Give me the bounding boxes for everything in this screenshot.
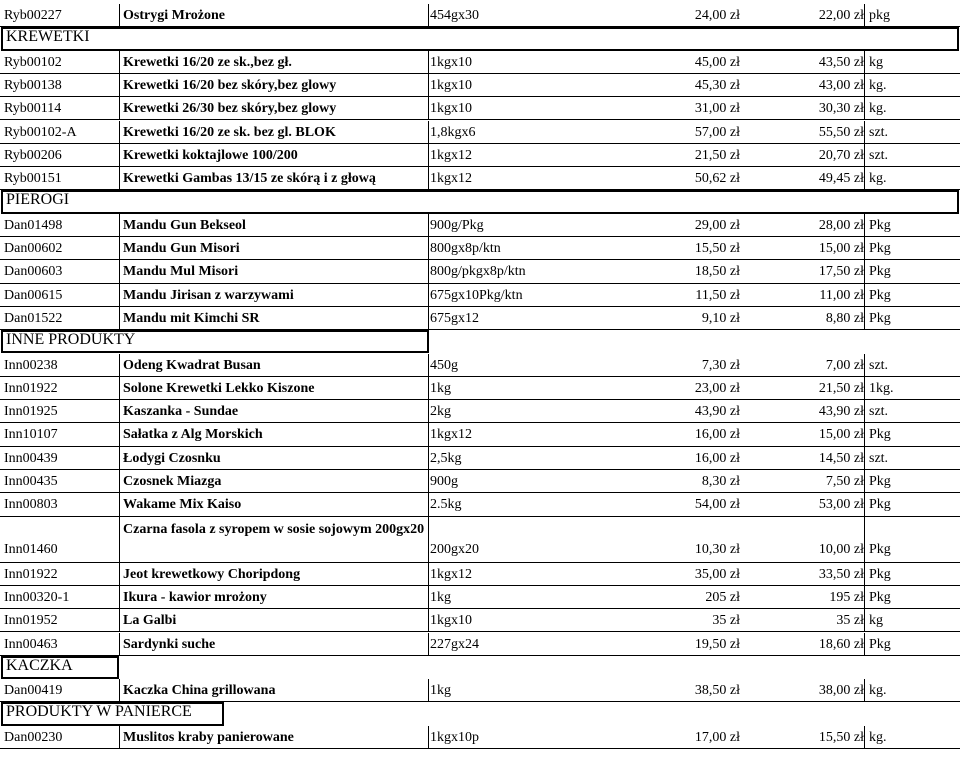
price-discount: 21,50 zł (818, 380, 864, 396)
column-divider (428, 609, 429, 632)
column-divider (428, 4, 429, 27)
price-net: 24,00 zł (694, 8, 740, 23)
table-row (0, 493, 960, 516)
product-code: Inn10107 (4, 427, 58, 443)
unit: kg (869, 613, 883, 629)
column-divider (864, 517, 865, 563)
table-row (0, 377, 960, 400)
column-divider (119, 609, 120, 632)
table-row (0, 447, 960, 470)
price-discount: 53,00 zł (818, 497, 864, 513)
product-code: Dan00419 (4, 683, 63, 699)
column-divider (864, 74, 865, 97)
package-size: 1kg (430, 683, 451, 699)
unit: Pkg (869, 589, 891, 605)
column-divider (119, 214, 120, 237)
price-discount: 30,30 zł (818, 101, 864, 117)
table-row (0, 97, 960, 120)
table-row (0, 4, 960, 27)
price-discount: 15,00 zł (818, 427, 864, 443)
column-divider (428, 400, 429, 423)
price-net: 54,00 zł (694, 497, 740, 513)
table-row (0, 400, 960, 423)
product-code: Inn00238 (4, 357, 58, 373)
column-divider (864, 470, 865, 493)
price-net: 18,50 zł (694, 264, 740, 280)
product-name: Mandu Gun Misori (123, 241, 240, 256)
price-net: 35 zł (712, 613, 740, 629)
section-header (0, 656, 960, 679)
table-row (0, 144, 960, 167)
column-divider (428, 493, 429, 516)
price-discount: 35 zł (836, 613, 864, 629)
column-divider (864, 144, 865, 167)
column-divider (119, 377, 120, 400)
price-net: 23,00 zł (694, 380, 740, 396)
product-name: Krewetki 16/20 bez skóry,bez glowy (123, 77, 337, 93)
unit: szt. (869, 450, 889, 466)
price-discount: 17,50 zł (818, 264, 864, 280)
table-row (0, 121, 960, 144)
table-row (0, 633, 960, 656)
product-name: Kaszanka - Sundae (123, 404, 239, 420)
product-code: Inn00320-1 (4, 589, 70, 605)
price-net: 50,62 zł (694, 171, 740, 187)
product-name: Łodygi Czosnku (123, 450, 221, 466)
table-row (0, 423, 960, 446)
price-discount: 28,00 zł (818, 217, 864, 233)
product-code: Dan00230 (4, 729, 63, 745)
price-net: 7,30 zł (701, 357, 740, 373)
package-size: 1kg (430, 380, 451, 396)
unit: Pkg (869, 474, 891, 489)
package-size: 900g (430, 474, 458, 489)
table-row (0, 51, 960, 74)
package-size: 454gx30 (430, 8, 479, 23)
column-divider (119, 423, 120, 446)
section-header (0, 330, 960, 353)
section-title: INNE PRODUKTY (6, 331, 136, 349)
unit: Pkg (869, 310, 891, 326)
unit: kg. (869, 101, 887, 117)
product-name: Krewetki Gambas 13/15 ze skórą i z głową (123, 171, 376, 187)
column-divider (864, 726, 865, 749)
package-size: 800g/pkgx8p/ktn (430, 264, 526, 280)
price-net: 16,00 zł (694, 427, 740, 443)
column-divider (428, 354, 429, 377)
column-divider (428, 260, 429, 283)
unit: Pkg (869, 636, 891, 652)
product-code: Inn01925 (4, 404, 58, 420)
price-discount: 49,45 zł (818, 171, 864, 187)
product-code: Inn01922 (4, 380, 58, 396)
column-divider (119, 260, 120, 283)
price-net: 38,50 zł (694, 683, 740, 699)
product-name: Krewetki 16/20 ze sk.,bez gł. (123, 54, 292, 70)
price-discount: 7,50 zł (825, 474, 864, 489)
product-code: Ryb00102-A (4, 124, 77, 140)
section-title: KACZKA (6, 656, 73, 674)
product-code: Inn00439 (4, 450, 58, 466)
section-header (0, 27, 960, 50)
product-code: Dan01522 (4, 310, 63, 326)
column-divider (119, 354, 120, 377)
package-size: 450g (430, 357, 458, 373)
product-code: Ryb00227 (4, 8, 62, 23)
unit: kg. (869, 683, 887, 699)
price-discount: 22,00 zł (818, 8, 864, 23)
column-divider (428, 214, 429, 237)
column-divider (864, 377, 865, 400)
column-divider (428, 517, 429, 563)
price-discount: 18,60 zł (818, 636, 864, 652)
unit: Pkg (869, 541, 891, 557)
product-code: Dan00602 (4, 241, 63, 256)
price-net: 17,00 zł (694, 729, 740, 745)
product-code: Inn01922 (4, 566, 58, 582)
column-divider (428, 586, 429, 609)
product-name: Ostrygi Mrożone (123, 8, 225, 23)
unit: kg (869, 54, 883, 70)
column-divider (119, 167, 120, 190)
table-row (0, 726, 960, 749)
unit: pkg (869, 8, 890, 23)
package-size: 227gx24 (430, 636, 479, 652)
column-divider (119, 74, 120, 97)
unit: 1kg. (869, 380, 894, 396)
column-divider (119, 97, 120, 120)
unit: Pkg (869, 497, 891, 513)
price-discount: 15,50 zł (818, 729, 864, 745)
table-row (0, 214, 960, 237)
column-divider (119, 679, 120, 702)
product-name: La Galbi (123, 613, 177, 629)
product-name: Solone Krewetki Lekko Kiszone (123, 380, 315, 396)
column-divider (119, 447, 120, 470)
price-net: 9,10 zł (701, 310, 740, 326)
product-code: Inn00435 (4, 474, 58, 489)
section-header (0, 702, 960, 725)
price-discount: 43,00 zł (818, 77, 864, 93)
table-row (0, 517, 960, 563)
column-divider (864, 97, 865, 120)
unit: kg. (869, 77, 887, 93)
product-code: Inn00463 (4, 636, 58, 652)
column-divider (119, 237, 120, 260)
column-divider (864, 354, 865, 377)
column-divider (428, 679, 429, 702)
price-discount: 7,00 zł (825, 357, 864, 373)
package-size: 1kg (430, 589, 451, 605)
column-divider (119, 633, 120, 656)
column-divider (864, 307, 865, 330)
product-name: Muslitos kraby panierowane (123, 729, 294, 745)
package-size: 1kgx12 (430, 566, 472, 582)
price-net: 29,00 zł (694, 217, 740, 233)
package-size: 2,5kg (430, 450, 462, 466)
column-divider (119, 144, 120, 167)
price-discount: 55,50 zł (818, 124, 864, 140)
product-name: Czarna fasola z syropem w sosie sojowym 200gx20 (123, 521, 425, 537)
product-name: Mandu Gun Bekseol (123, 217, 246, 233)
column-divider (119, 284, 120, 307)
column-divider (428, 447, 429, 470)
table-row (0, 563, 960, 586)
package-size: 900g/Pkg (430, 217, 484, 233)
price-net: 57,00 zł (694, 124, 740, 140)
table-row (0, 167, 960, 190)
unit: Pkg (869, 287, 891, 303)
table-row (0, 470, 960, 493)
price-discount: 15,00 zł (818, 241, 864, 256)
product-name: Sardynki suche (123, 636, 216, 652)
product-code: Dan00603 (4, 264, 63, 280)
column-divider (428, 284, 429, 307)
column-divider (428, 470, 429, 493)
product-name: Mandu mit Kimchi SR (123, 310, 260, 326)
table-row (0, 237, 960, 260)
table-row (0, 260, 960, 283)
column-divider (864, 400, 865, 423)
column-divider (864, 284, 865, 307)
column-divider (119, 586, 120, 609)
price-discount: 10,00 zł (818, 541, 864, 557)
price-discount: 43,50 zł (818, 54, 864, 70)
unit: Pkg (869, 241, 891, 256)
product-name: Krewetki 26/30 bez skóry,bez glowy (123, 101, 337, 117)
product-code: Ryb00151 (4, 171, 62, 187)
column-divider (864, 493, 865, 516)
price-discount: 195 zł (829, 589, 864, 605)
product-code: Dan00615 (4, 287, 63, 303)
product-name: Sałatka z Alg Morskich (123, 427, 263, 443)
column-divider (864, 586, 865, 609)
product-code: Ryb00114 (4, 101, 62, 117)
product-code: Dan01498 (4, 217, 63, 233)
table-row (0, 74, 960, 97)
column-divider (864, 563, 865, 586)
column-divider (864, 447, 865, 470)
column-divider (864, 260, 865, 283)
column-divider (119, 493, 120, 516)
product-name: Mandu Mul Misori (123, 264, 239, 280)
product-code: Ryb00102 (4, 54, 62, 70)
section-header-box (1, 27, 959, 50)
column-divider (119, 400, 120, 423)
table-row (0, 354, 960, 377)
column-divider (428, 563, 429, 586)
product-code: Inn01460 (4, 541, 58, 557)
column-divider (428, 377, 429, 400)
price-net: 31,00 zł (694, 101, 740, 117)
product-code: Inn01952 (4, 613, 58, 629)
section-title: PIEROGI (6, 191, 70, 209)
package-size: 1kgx10 (430, 77, 472, 93)
unit: szt. (869, 404, 889, 420)
price-discount: 43,90 zł (818, 404, 864, 420)
product-name: Odeng Kwadrat Busan (123, 357, 261, 373)
product-name: Czosnek Miazga (123, 474, 222, 489)
price-discount: 38,00 zł (818, 683, 864, 699)
column-divider (119, 517, 120, 563)
section-header-box (1, 190, 959, 213)
price-net: 8,30 zł (701, 474, 740, 489)
price-net: 45,00 zł (694, 54, 740, 70)
package-size: 1kgx10 (430, 54, 472, 70)
price-net: 19,50 zł (694, 636, 740, 652)
column-divider (428, 726, 429, 749)
column-divider (119, 563, 120, 586)
product-code: Inn00803 (4, 497, 58, 513)
product-name: Kaczka China grillowana (123, 683, 276, 699)
price-discount: 11,00 zł (819, 287, 864, 303)
product-name: Ikura - kawior mrożony (123, 589, 267, 605)
column-divider (428, 633, 429, 656)
table-row (0, 679, 960, 702)
price-net: 16,00 zł (694, 450, 740, 466)
unit: Pkg (869, 566, 891, 582)
unit: szt. (869, 357, 889, 373)
column-divider (428, 51, 429, 74)
column-divider (119, 726, 120, 749)
section-title: PRODUKTY W PANIERCE (6, 703, 192, 721)
column-divider (864, 51, 865, 74)
column-divider (864, 121, 865, 144)
package-size: 675gx12 (430, 310, 479, 326)
table-row (0, 609, 960, 632)
column-divider (428, 307, 429, 330)
column-divider (864, 679, 865, 702)
column-divider (428, 237, 429, 260)
table-row (0, 586, 960, 609)
price-discount: 14,50 zł (818, 450, 864, 466)
column-divider (428, 167, 429, 190)
column-divider (864, 214, 865, 237)
unit: kg. (869, 729, 887, 745)
package-size: 200gx20 (430, 541, 479, 557)
column-divider (428, 121, 429, 144)
column-divider (428, 423, 429, 446)
package-size: 1kgx12 (430, 171, 472, 187)
section-title: KREWETKI (6, 28, 90, 46)
table-row (0, 284, 960, 307)
package-size: 2.5kg (430, 497, 462, 513)
package-size: 1,8kgx6 (430, 124, 476, 140)
price-discount: 8,80 zł (825, 310, 864, 326)
product-name: Krewetki 16/20 ze sk. bez gl. BLOK (123, 124, 336, 140)
product-code: Ryb00206 (4, 147, 62, 163)
column-divider (119, 121, 120, 144)
package-size: 1kgx10 (430, 101, 472, 117)
price-net: 15,50 zł (694, 241, 740, 256)
unit: szt. (869, 147, 889, 163)
unit: Pkg (869, 264, 891, 280)
unit: szt. (869, 124, 889, 140)
column-divider (119, 4, 120, 27)
product-name: Mandu Jirisan z warzywami (123, 287, 294, 303)
package-size: 1kgx10 (430, 613, 472, 629)
column-divider (864, 423, 865, 446)
package-size: 800gx8p/ktn (430, 241, 501, 256)
price-net: 35,00 zł (694, 566, 740, 582)
price-net: 43,90 zł (694, 404, 740, 420)
column-divider (428, 97, 429, 120)
column-divider (119, 470, 120, 493)
price-net: 45,30 zł (694, 77, 740, 93)
column-divider (864, 237, 865, 260)
price-discount: 20,70 zł (818, 147, 864, 163)
column-divider (864, 4, 865, 27)
column-divider (119, 307, 120, 330)
package-size: 1kgx12 (430, 147, 472, 163)
price-net: 21,50 zł (694, 147, 740, 163)
package-size: 1kgx10p (430, 729, 479, 745)
price-net: 11,50 zł (695, 287, 740, 303)
product-name: Wakame Mix Kaiso (123, 497, 242, 513)
price-net: 205 zł (705, 589, 740, 605)
package-size: 2kg (430, 404, 451, 420)
unit: kg. (869, 171, 887, 187)
product-name: Krewetki koktajlowe 100/200 (123, 147, 298, 163)
price-discount: 33,50 zł (818, 566, 864, 582)
column-divider (864, 633, 865, 656)
column-divider (428, 74, 429, 97)
table-row (0, 307, 960, 330)
product-name: Jeot krewetkowy Choripdong (123, 566, 301, 582)
package-size: 675gx10Pkg/ktn (430, 287, 523, 303)
row-divider (0, 748, 960, 749)
unit: Pkg (869, 427, 891, 443)
column-divider (864, 167, 865, 190)
column-divider (119, 51, 120, 74)
unit: Pkg (869, 217, 891, 233)
price-net: 10,30 zł (694, 541, 740, 557)
product-code: Ryb00138 (4, 77, 62, 93)
section-header (0, 190, 960, 213)
column-divider (428, 144, 429, 167)
column-divider (864, 609, 865, 632)
package-size: 1kgx12 (430, 427, 472, 443)
